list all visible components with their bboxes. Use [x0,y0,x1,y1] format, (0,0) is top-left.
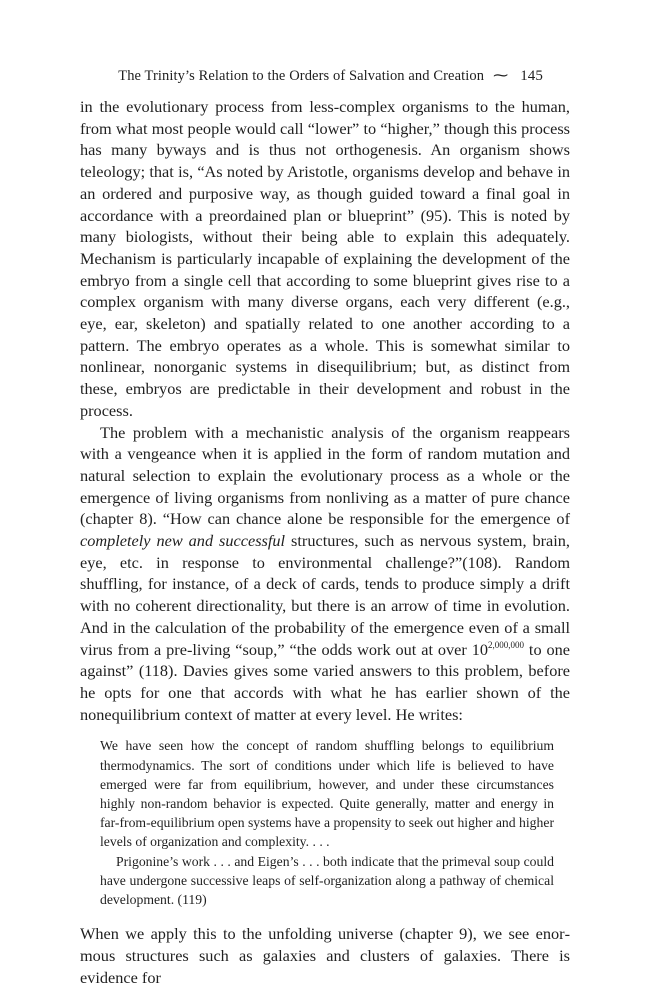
body-text [80,96,570,988]
running-head [118,66,543,85]
quote-paragraph: Prigonine’s work . . . and Eigen’s . . . both indicate that the primeval soup could have undergone successive leaps of self-organization along a pathway of chemical development. (119) [100,853,554,908]
paragraph-universe: When we apply this to the unfolding universe (chapter 9), we see enormous structures such as galaxies and clusters of galaxies. There is evidence for [80,924,570,987]
paragraph-text: structures, such as nervous system, brain, eye, etc. in response to environmental challenge?”(108). Random shuffling, for instance, of a deck of cards, tends to produce simply a drift with no coherent directionality, but there is an arrow of time in evolution. And in the calculation of the probability of the emergence even of a small virus from a pre-living “soup,” “the odds work out at over 10 [80,531,571,659]
ornament-separator: ⁓ [493,68,509,84]
paragraph-mechanistic-analysis [80,422,570,726]
paragraph-continued: in the evolutionary process from less-complex organisms to the human, from what most people would call “lower” to “higher,” though this process has many byways and is thus not orthogenesis. An organism shows teleology; that is, “As noted by Aristotle, organisms develop and behave in an ordered and purposive way, as though guided toward a final goal in accordance with a preordained plan or blueprint” (95). This is noted by many biologists, without their being able to explain this adequately. Mechanism is particularly incapable of explaining the development of the embryo from a single cell that according to some blueprint gives rise to a complex organism with many diverse organs, each very different (e.g., eye, ear, skeleton) and spatially related to one another according to a pattern. The embryo operates as a whole. This is somewhat similar to nonlinear, nonorganic systems in disequilibrium; but, as distinct from these, embryos are predictable in their development and robust in the process. [80,97,570,420]
exponent: 2,000,000 [488,639,525,650]
italic-emphasis: completely new and successful [80,531,286,551]
running-title: The Trinity’s Relation to the Orders of Salvation and Creation [118,68,485,84]
paragraph-text: The problem with a mechanistic analysis of the organism reappears with a vengeance when it is applied in the form of random mutation and natural selection to explain the evolutionary process as a whole or the emergence of living organisms from nonliving as a matter of pure chance (chapter 8). “How can chance alone be responsible for the emergence of [80,422,570,529]
block-quotation [100,736,554,909]
page-number: 145 [520,68,543,84]
paragraph-text: to one against” (118). Davies gives some varied answers to this problem, before he opts for one that accords with what he has earlier shown of the nonequilibrium context of matter at every level. He writes: [80,639,571,724]
quote-paragraph: We have seen how the concept of random shuffling belongs to equilibrium thermodynamics. The sort of conditions under which life is believed to have emerged were far from equilibrium, however, and under these circumstances highly non-random behavior is expected. Quite generally, matter and energy in far-from-equilibrium open systems have a propensity to seek out higher and higher levels of organization and complexity. . . . [100,738,554,850]
